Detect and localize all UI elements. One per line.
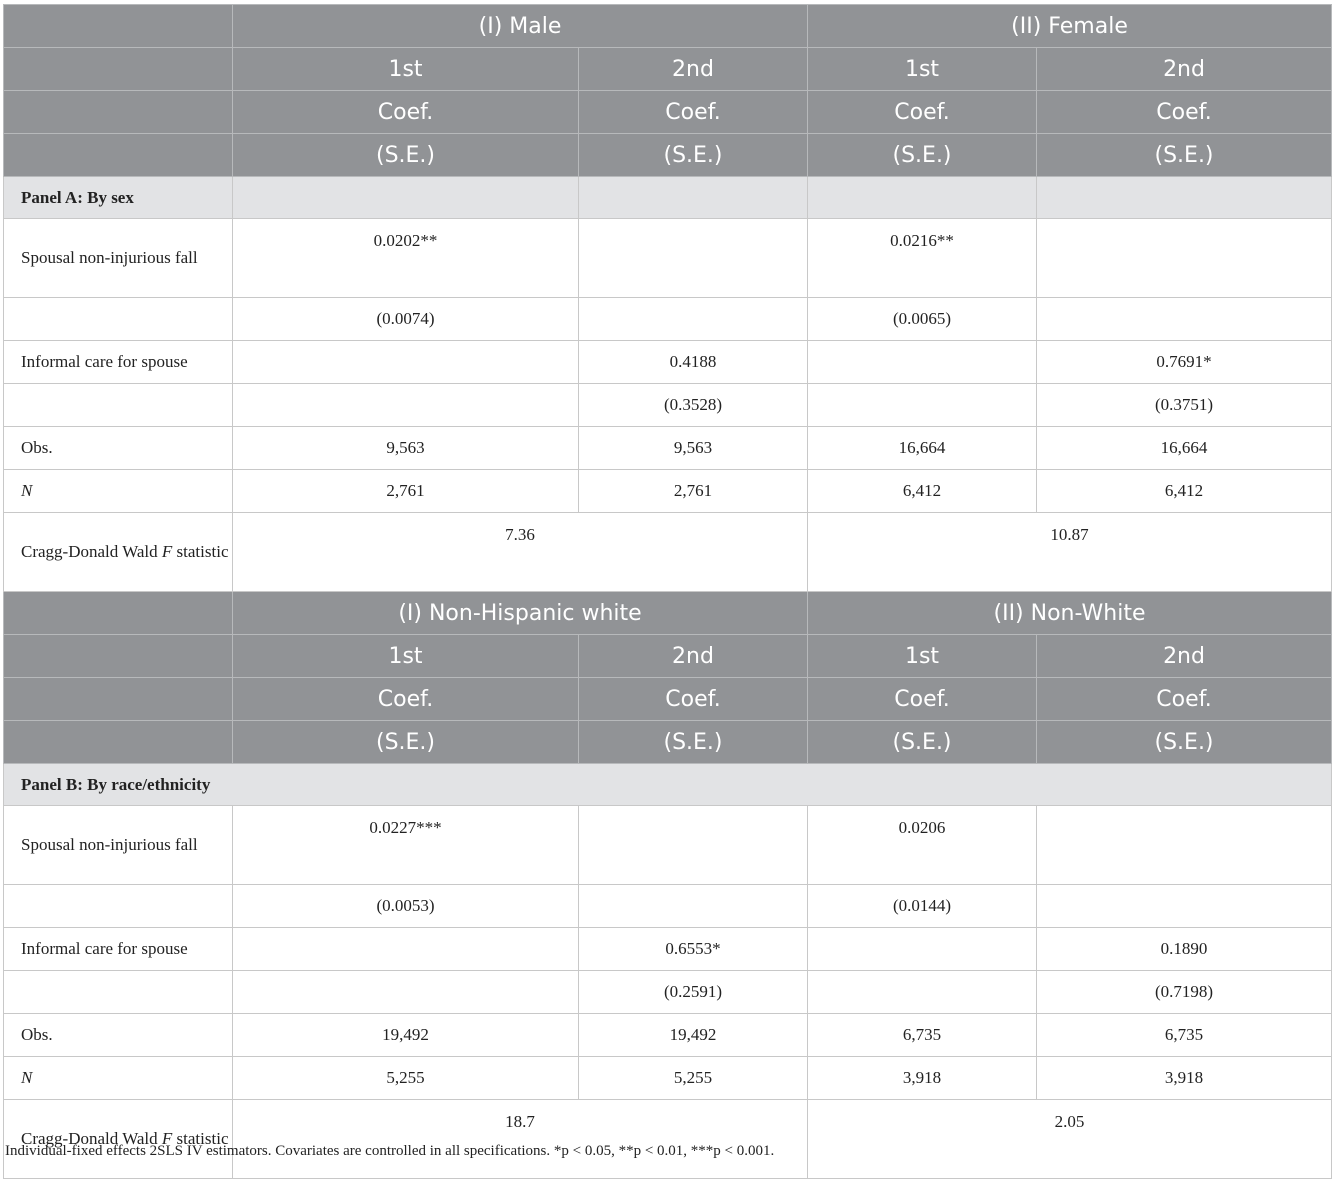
table-cell [808,971,1037,1014]
table-cell: 0.0202** [233,219,579,298]
table-cell [1037,298,1332,341]
coef-header: Coef. [1037,91,1332,134]
table-cell: 6,735 [808,1014,1037,1057]
panel-a-group-header-row [4,5,1332,48]
stage-header: 1st [808,48,1037,91]
table-cell: (0.0074) [233,298,579,341]
group-header: (I) Male [233,5,808,48]
coef-header: Coef. [1037,678,1332,721]
table-cell: 2,761 [579,470,808,513]
table-cell: (0.0065) [808,298,1037,341]
table-cell: 19,492 [579,1014,808,1057]
table-cell [1037,806,1332,885]
table-row [4,470,1332,513]
table-cell: 3,918 [808,1057,1037,1100]
row-label: Spousal non-injurious fall [4,806,233,885]
table-cell: 0.6553* [579,928,808,971]
coef-header: Coef. [233,678,579,721]
table-row [4,1100,1332,1179]
group-header: (II) Female [808,5,1332,48]
table-cell: (0.2591) [579,971,808,1014]
coef-header: Coef. [233,91,579,134]
table-cell [808,928,1037,971]
se-header: (S.E.) [233,134,579,177]
row-label: Cragg-Donald Wald F statistic [4,1100,233,1179]
table-cell: 6,412 [1037,470,1332,513]
panel-b-group-header-row [4,592,1332,635]
panel-b-stage-row [4,635,1332,678]
stage-header: 2nd [579,48,808,91]
se-header: (S.E.) [1037,134,1332,177]
table-row [4,384,1332,427]
table-cell: 0.0216** [808,219,1037,298]
row-label: Obs. [4,1014,233,1057]
table-row [4,928,1332,971]
stage-header: 2nd [579,635,808,678]
group-header: (I) Non-Hispanic white [233,592,808,635]
row-label: Obs. [4,427,233,470]
table-cell: 16,664 [1037,427,1332,470]
table-cell: 0.0206 [808,806,1037,885]
panel-b-title-row [4,764,1332,806]
table-cell: 5,255 [579,1057,808,1100]
table-cell [808,341,1037,384]
table-cell [579,885,808,928]
stage-header: 1st [233,48,579,91]
table-cell [579,298,808,341]
table-cell: (0.0144) [808,885,1037,928]
table-cell: 2,761 [233,470,579,513]
table-cell: 2.05 [808,1100,1332,1179]
table-cell [233,341,579,384]
coef-header: Coef. [808,91,1037,134]
row-label: Informal care for spouse [4,341,233,384]
table-row [4,219,1332,298]
row-label: N [4,470,233,513]
table-cell [579,806,808,885]
table-cell: (0.0053) [233,885,579,928]
table-cell: 0.0227*** [233,806,579,885]
table-cell: (0.7198) [1037,971,1332,1014]
table-cell: 6,735 [1037,1014,1332,1057]
table-cell: (0.3751) [1037,384,1332,427]
se-header: (S.E.) [233,721,579,764]
row-label: N [4,1057,233,1100]
table-cell: 10.87 [808,513,1332,592]
table-row [4,513,1332,592]
table-row [4,806,1332,885]
table-cell [579,219,808,298]
table-row [4,298,1332,341]
table-cell [808,384,1037,427]
coef-header: Coef. [808,678,1037,721]
table-cell: 0.4188 [579,341,808,384]
table-row [4,341,1332,384]
table-row [4,971,1332,1014]
stage-header: 1st [233,635,579,678]
table-cell [233,971,579,1014]
table-cell: 3,918 [1037,1057,1332,1100]
table-footnote: Individual-fixed effects 2SLS IV estimators. Covariates are controlled in all specifications. *p < 0.05, **p < 0.01, ***p < 0.001. [5,1143,775,1159]
table-cell: 9,563 [233,427,579,470]
table-row [4,1057,1332,1100]
table-cell [1037,885,1332,928]
se-header: (S.E.) [579,721,808,764]
table-cell: 9,563 [579,427,808,470]
panel-a-title-row [4,177,1332,219]
coef-header: Coef. [579,91,808,134]
group-header: (II) Non-White [808,592,1332,635]
table-cell: 7.36 [233,513,808,592]
se-header: (S.E.) [579,134,808,177]
se-header: (S.E.) [808,721,1037,764]
table-cell: 0.1890 [1037,928,1332,971]
stage-header: 2nd [1037,635,1332,678]
se-header: (S.E.) [1037,721,1332,764]
results-table [3,4,1332,1179]
row-label: Informal care for spouse [4,928,233,971]
table-cell [233,928,579,971]
panel-title: Panel A: By sex [4,177,233,219]
table-cell: 5,255 [233,1057,579,1100]
panel-a-stage-row [4,48,1332,91]
row-label: Spousal non-injurious fall [4,219,233,298]
se-header: (S.E.) [808,134,1037,177]
stage-header: 2nd [1037,48,1332,91]
panel-b-se-row [4,721,1332,764]
panel-a-se-row [4,134,1332,177]
table-row [4,1014,1332,1057]
table-row [4,885,1332,928]
table-cell [233,384,579,427]
table-cell: 6,412 [808,470,1037,513]
row-label: Cragg-Donald Wald F statistic [4,513,233,592]
panel-a-coef-row [4,91,1332,134]
table-cell: 18.7 [233,1100,808,1179]
table-row [4,427,1332,470]
table-cell: 0.7691* [1037,341,1332,384]
table-cell: 19,492 [233,1014,579,1057]
panel-b-coef-row [4,678,1332,721]
table-cell: (0.3528) [579,384,808,427]
table-cell: 16,664 [808,427,1037,470]
stage-header: 1st [808,635,1037,678]
panel-title: Panel B: By race/ethnicity [4,764,1332,806]
coef-header: Coef. [579,678,808,721]
table-cell [1037,219,1332,298]
